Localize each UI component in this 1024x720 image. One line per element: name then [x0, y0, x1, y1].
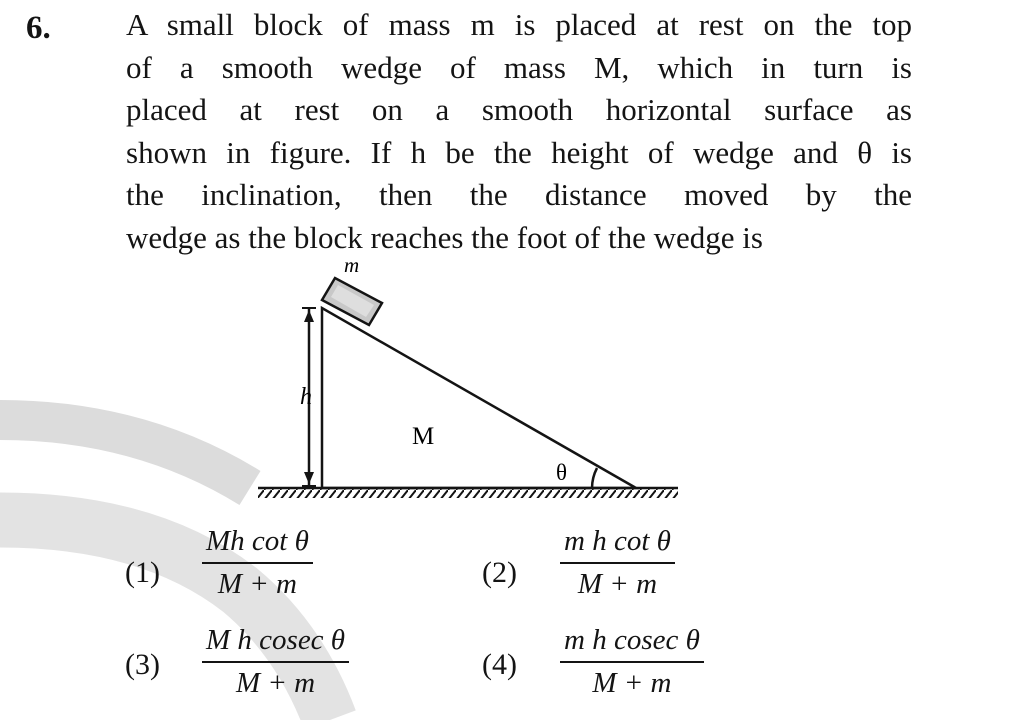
- option-3-label: (3): [125, 648, 160, 681]
- option-2-denominator: M + m: [577, 568, 658, 600]
- option-4-denominator: M + m: [592, 667, 672, 699]
- option-4-label: (4): [482, 648, 517, 681]
- option-4-numerator: m h cosec θ: [564, 624, 700, 656]
- block-mass-label: m: [344, 253, 360, 277]
- angle-arc: [592, 468, 597, 488]
- ground-surface: [258, 488, 678, 498]
- option-2-expression[interactable]: [560, 525, 675, 601]
- wedge-triangle: [322, 308, 636, 488]
- option-3-numerator: M h cosec θ: [206, 624, 346, 656]
- option-1-expression[interactable]: [202, 525, 313, 601]
- option-3-expression[interactable]: [202, 624, 349, 700]
- block: [322, 278, 382, 325]
- option-1-numerator: Mh cot θ: [206, 525, 309, 557]
- question-line: the inclination, then the distance moved by the: [126, 177, 912, 212]
- option-3-denominator: M + m: [235, 667, 316, 699]
- question-number: 6.: [26, 10, 51, 46]
- option-4-expression[interactable]: [560, 624, 704, 700]
- option-2-label: (2): [482, 556, 517, 589]
- question-line: placed at rest on a smooth horizontal surface as: [126, 92, 912, 127]
- option-1-denominator: M + m: [217, 568, 297, 600]
- option-2-numerator: m h cot θ: [564, 525, 671, 557]
- question-line: of a smooth wedge of mass M, which in turn is: [126, 49, 912, 85]
- question-line: shown in figure. If h be the height of wedge and θ is: [126, 134, 912, 170]
- angle-label: θ: [556, 460, 568, 485]
- question-line: A small block of mass m is placed at rest on the top: [126, 7, 912, 42]
- wedge-mass-label: M: [412, 423, 435, 450]
- question-line: wedge as the block reaches the foot of the wedge is: [126, 219, 763, 255]
- option-1-label: (1): [125, 556, 160, 589]
- height-label: h: [300, 384, 312, 410]
